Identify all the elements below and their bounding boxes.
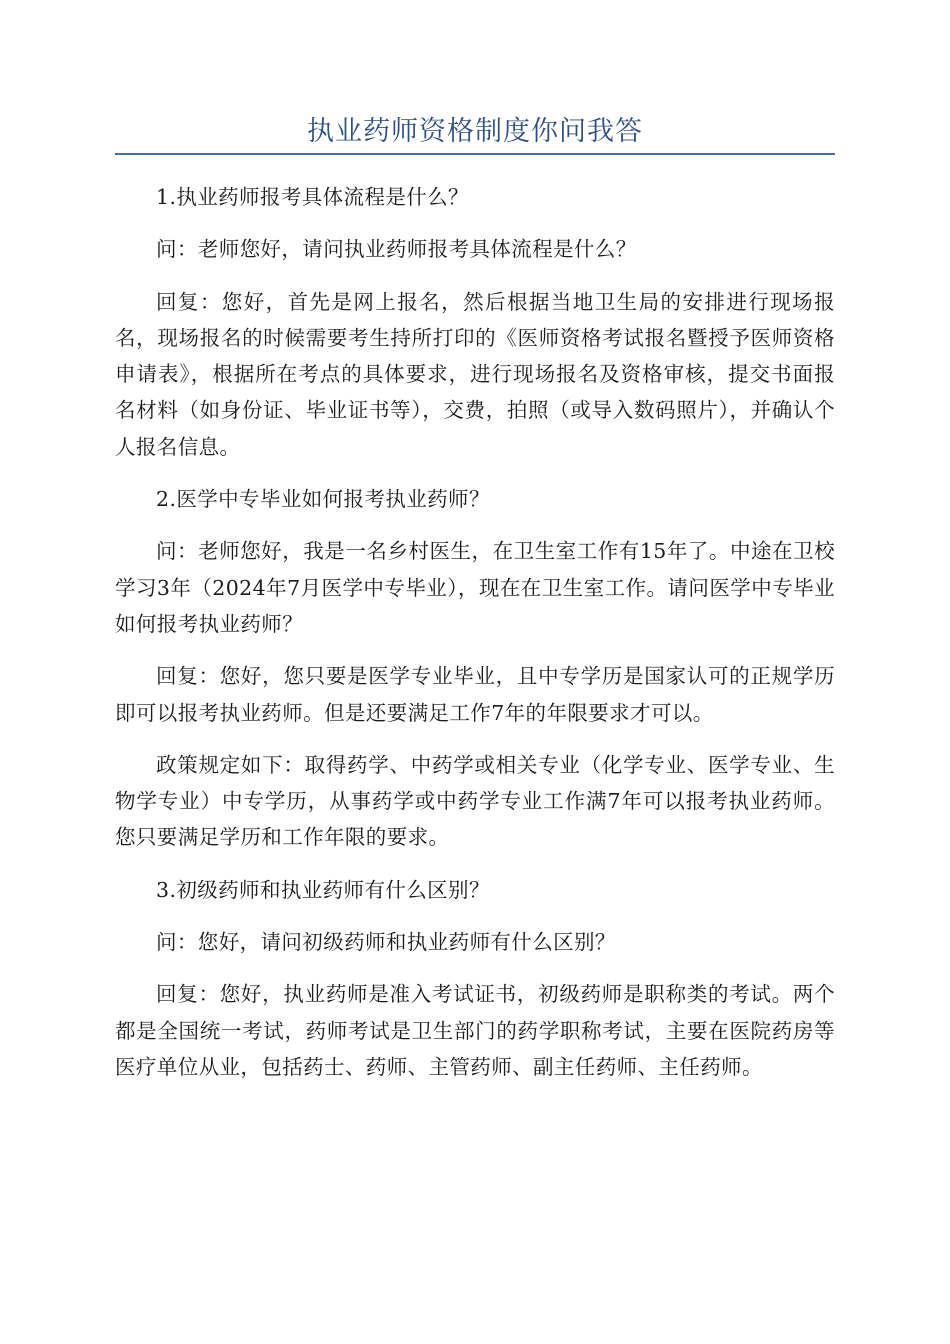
question-heading-3: 3.初级药师和执业药师有什么区别？: [156, 877, 490, 902]
policy-note-2: 政策规定如下：取得药学、中药学或相关专业（化学专业、医学专业、生物学专业）中专学历，从事药学或中药学专业工作满7年可以报考执业药师。您只要满足学历和工作年限的要求。: [115, 752, 835, 850]
question-heading-2: 2.医学中专毕业如何报考执业药师？: [156, 487, 490, 512]
question-heading-1: 1.执业药师报考具体流程是什么？: [156, 185, 469, 209]
question-2: 问：老师您好，我是一名乡村医生，在卫生室工作有15年了。中途在卫校学习3年（2024年7月医学中专毕业），现在在卫生室工作。请问医学中专毕业如何报考执业药师？: [115, 539, 835, 636]
answer-3: 回复：您好，执业药师是准入考试证书，初级药师是职称类的考试。两个都是全国统一考试，药师考试是卫生部门的药学职称考试，主要在医院药房等医疗单位从业，包括药士、药师、主管药师、副主任药师、主任药师。: [115, 982, 835, 1079]
document-body: [115, 179, 835, 1085]
question-3: 问：您好，请问初级药师和执业药师有什么区别？: [156, 930, 616, 955]
document-title: 执业药师资格制度你问我答: [307, 116, 643, 147]
title-underline: [115, 153, 835, 155]
answer-2: 回复：您好，您只要是医学专业毕业，且中专学历是国家认可的正规学历即可以报考执业药师。但是还要满足工作7年的年限要求才可以。: [115, 664, 835, 725]
question-1: 问：老师您好，请问执业药师报考具体流程是什么？: [156, 237, 637, 262]
document-page: [115, 0, 835, 1101]
answer-1: 回复：您好，首先是网上报名，然后根据当地卫生局的安排进行现场报名，现场报名的时候需要考生持所打印的《医师资格考试报名暨授予医师资格申请表》，根据所在考点的具体要求，进行现场报名及资格审核，提交书面报名材料（如身份证、毕业证书等），交费，拍照（或导入数码照片），并确认个人报名信息。: [115, 289, 835, 459]
